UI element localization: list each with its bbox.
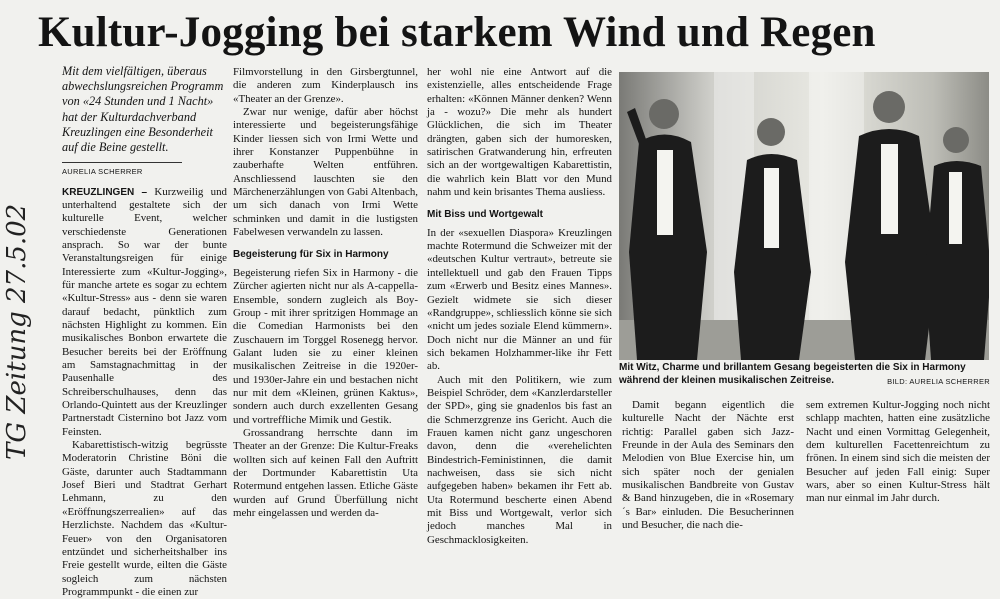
paragraph: Kabarettistisch-witzig begrüsste Moderatorin Christine Böni die Gäste, darunter auch Stadtammann Josef Bieri und Stadtrat Gerhart Lehmann, zu den «Eröffnungszerrealien» auf das Herzlichste. Nachdem das «Kultur-Feuer» von den Organisatoren entzündet und sicherheitshalber ins Freie gestellt wurde, eilten die Gäste sogleich zum nächsten Programmpunkt - die einen zur — [62, 439, 227, 598]
handwritten-margin-note — [2, 100, 36, 480]
article-column-1 — [62, 64, 227, 599]
photo-six-in-harmony — [619, 72, 989, 360]
byline: AURELIA SCHERRER — [62, 162, 182, 178]
paragraph: Filmvorstellung in den Girsbergtunnel, die anderen zum Kinderplausch ins «Theater an der Grenze». — [233, 66, 418, 105]
paragraph: Auch mit den Politikern, wie zum Beispiel Schröder, dem «Kanzlerdarsteller der SPD», ging sie gnadenlos bis fast an die Schmerzgrenze ins Gericht. Auch die Frauen kamen nicht ganz ungeschoren davon, denn die «verehelichten Bindestrich-Feministinnen, die damit nachweisen, dass sie sich nicht aufgegeben haben» bekamen ihr Fett ab. Uta Rotermund bescherte einen Abend mit Biss und Wortgewalt, verlor sich jedoch manches Mal in Geschmacklosigkeiten. — [427, 373, 612, 546]
photo-singers — [619, 72, 989, 360]
paragraph: Grossandrang herrschte dann im Theater an der Grenze: Die Kultur-Freaks wollten sich auf keinen Fall den Auftritt der Dortmunder Kabarettistin Uta Rotermund entgehen lassen. Etliche Gäste wurden auf Grund Überfüllung nicht mehr eingelassen und werden da- — [233, 426, 418, 519]
paragraph-text: Kurzweilig und unterhaltend gestaltete sich der kulturelle Event, welcher verschiedenste Generationen ansprach. So war der bunte Veranstaltungsreigen für einige Interessierte zum «Kultur-Jogging», für manche artete es sogar zu echtem «Kultur-Stress» aus - denn sie waren darauf bedacht, pünktlich zum nächsten Highlight zu kommen. Ein musikalisches Bonbon erwartete die Besucher bereits bei der Eröffnung am Samstagnachmittag in der Pausenhalle des Schreiberschulhauses, denn das Orlando-Quintett aus der Kreuzlinger Partnerstadt Cisternino bot Jazz vom Feinsten. — [62, 185, 227, 438]
article-column-2 — [233, 66, 418, 520]
paragraph — [62, 186, 227, 440]
article-column-4 — [622, 399, 794, 532]
paragraph: her wohl nie eine Antwort auf die existenzielle, alles entscheidende Frage erhalten: «Können Männer denken? Wenn ja - wozu?» Die mehr als hundert Glücklichen, die sich im Theater drängten, gaben sich der humoresken, satirischen Gratwanderung hin, erfreuten sich an der wortgewaltigen Kabarettistin, die wahrlich kein Blatt vor den Mund nahm und kein brisantes Thema ausliess. — [427, 66, 612, 199]
headline: Kultur-Jogging bei starkem Wind und Regen — [38, 9, 876, 56]
photo-credit: BILD: AURELIA SCHERRER — [887, 377, 990, 386]
handwritten-note-text: TG Zeitung 27.5.02 — [2, 203, 32, 460]
subheading: Mit Biss und Wortgewalt — [427, 209, 543, 221]
photo-caption: Mit Witz, Charme und brillantem Gesang begeisterten die Six in Harmony während der kleinen musikalischen Zeitreise. — [619, 362, 966, 386]
paragraph: In der «sexuellen Diaspora» Kreuzlingen machte Rotermund die Schweizer mit der «deutschen Kultur vertraut», betreute sie intellektuell und gab den Frauen Tipps zum «Erwerb und Besitz eines Mannes». Gezielt widmete sie sich dieser «Randgruppe», schliesslich könne sie sich «nicht um jedes soziale Elend kümmern». Doch nicht nur die Männer an und für sich bekamen Holzhammer-like ihr Fett ab. — [427, 226, 612, 373]
paragraph: Damit begann eigentlich die kulturelle Nacht der Nächte erst richtig: Parallel gaben sich Jazz-Freunde in der Aula des Seminars den Melodien von Blue Exercise hin, um sich später noch der genialen musikalischen Bandbreite von Gustav & Band hinzugeben, die in «Rosemary´s Bar» einluden. Die Besucherinnen und Besucher, die nach die- — [622, 399, 794, 532]
paragraph: Zwar nur wenige, dafür aber höchst interessierte und begeisterungsfähige Kinder liessen sich von Irmi Wette und ihrer Konstanzer Puppenbühne in zauberhafte Welten entführen. Anschliessend lauschten sie den Märchenerzählungen von Gabi Altenbach, um sich danach von Irmi Wette schminken und damit in die lustigsten Fabelwesen verwandeln zu lassen. — [233, 106, 418, 239]
article-column-5 — [806, 399, 990, 506]
dateline: KREUZLINGEN – — [62, 186, 148, 198]
paragraph: sem extremen Kultur-Jogging noch nicht schlapp machten, hatten eine zusätzliche Nacht und einen Vormittag Gelegenheit, dem kulturellen Facettenreichtum zu frönen. In einem sind sich die meisten der Besucher auf jeden Fall einig: Super wars, aber so einen Kultur-Stress hält man nur einmal im Jahr durch. — [806, 399, 990, 505]
article-lead: Mit dem vielfältigen, überaus abwechslungsreichen Programm von «24 Stunden und 1 Nacht» hat der Kulturdachverband Kreuzlingen eine Besonderheit auf die Beine gestellt. — [62, 64, 224, 155]
paragraph: Begeisterung riefen Six in Harmony - die Zürcher agierten nicht nur als A-cappella-Ensemble, sondern zugleich als Boy-Group - mit ihrer spritzigen Hommage an die Comedian Harmonists bei den Zuschauern im Torggel Rosenegg hervor. Galant luden sie zu einer kleinen musikalischen Zeitreise in die 1920er- und 1930er-Jahre ein und bestachen nicht nur mit dem «Kleinen, grünen Kaktus», sondern auch durch exzellenten Gesang und vortreffliche Mimik und Gestik. — [233, 266, 418, 426]
subheading: Begeisterung für Six in Harmony — [233, 249, 389, 261]
article-column-3 — [427, 66, 612, 547]
